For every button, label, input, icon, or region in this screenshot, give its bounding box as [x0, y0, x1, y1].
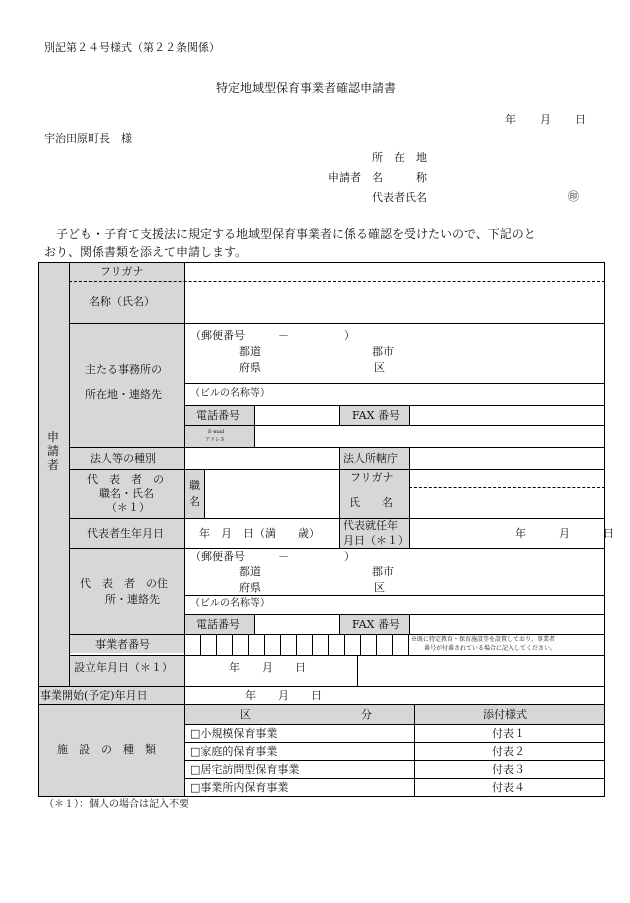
applicant-vertical-label: 申請者 [46, 430, 59, 472]
rep-name-label: 氏 名 [349, 496, 393, 509]
todo-label: 都道 [239, 345, 261, 358]
email-label-2: アドレス [205, 437, 225, 443]
date-month-label: 月 [540, 113, 551, 126]
fax-label: FAX 番号 [352, 409, 400, 422]
facility-item-name[interactable]: □事業所内保育事業 [190, 781, 289, 794]
body-text-line-2: おり、関係書類を添えて申請します。 [44, 245, 248, 259]
rep-address-label-1: 代 表 者 の住 [80, 577, 168, 590]
main-office-label-1: 主たる事務所の [85, 363, 162, 376]
address-label: 所 在 地 [372, 151, 427, 164]
main-office-label-2: 所在地・連絡先 [85, 388, 162, 401]
rep-fax-label: FAX 番号 [352, 618, 400, 631]
rep-title-label-1: 代 表 者 の [87, 473, 164, 486]
facility-item-name[interactable]: □小規模保育事業 [190, 727, 278, 740]
facility-item-name[interactable]: □居宅訪問型保育事業 [190, 763, 300, 776]
ku-label: 区 [374, 361, 385, 374]
date-year-label: 年 [505, 113, 516, 126]
facility-item-name[interactable]: □家庭的保育事業 [190, 745, 278, 758]
body-text-line-1: 子ども・子育て支援法に規定する地域型保育事業者に係る確認を受けたいので、下記のと [44, 227, 536, 241]
attachment-header: 添付様式 [483, 708, 527, 721]
mei-label: 名 [189, 495, 200, 508]
rep-ku-label: 区 [374, 581, 385, 594]
email-label-1: E-mail [208, 429, 225, 435]
form-reference: 別記第２４号様式（第２２条関係） [44, 41, 220, 54]
facility-type-label: 施 設 の 種 類 [57, 743, 156, 756]
facility-item-form: 付表４ [492, 781, 525, 794]
rep-birth-label: 代表者生年月日 [87, 527, 164, 540]
rep-building-name-label: （ビルの名称等） [190, 598, 270, 609]
shokumei-bg [184, 469, 204, 518]
rep-title-label-2: 職名・氏名 [99, 487, 154, 500]
facility-item-form: 付表１ [492, 727, 525, 740]
rep-fuken-label: 府県 [239, 581, 261, 594]
corp-authority-label: 法人所轄庁 [343, 452, 398, 465]
birth-value: 年 月 日（満 歳） [199, 527, 320, 540]
date-day-label: 日 [575, 113, 586, 126]
fuken-label: 府県 [239, 361, 261, 374]
facility-item-form: 付表３ [492, 763, 525, 776]
phone-label: 電話番号 [196, 409, 240, 422]
establishment-date-label: 設立年月日（＊１） [74, 661, 173, 674]
rep-gunshi-label: 郡市 [372, 565, 394, 578]
facility-item-form: 付表２ [492, 745, 525, 758]
operator-note-2: 番号が付番されている場合に記入してください。 [424, 645, 557, 652]
inaug-value: 年 月 日 [515, 527, 614, 540]
postal-code-line: （郵便番号 － ） [190, 329, 355, 342]
corp-type-label: 法人等の種別 [90, 452, 156, 465]
gunshi-label: 郡市 [372, 345, 394, 358]
footnote: （＊１）：個人の場合は記入不要 [44, 799, 189, 810]
category-header: 区 分 [240, 708, 372, 721]
establishment-date-value: 年 月 日 [229, 661, 306, 674]
furigana-label: フリガナ [100, 265, 144, 278]
company-name-label: 名 称 [372, 171, 427, 184]
addressee: 宇治田原町長 様 [44, 132, 132, 145]
rep-title-label-3: （＊１） [106, 501, 150, 514]
operator-note-1: ※既に特定教育・保育施設等を設置しており、事業者 [411, 636, 556, 643]
building-name-label: （ビルの名称等） [190, 388, 270, 399]
rep-todo-label: 都道 [239, 565, 261, 578]
seal-mark: ㊞ [568, 190, 579, 203]
operator-number-label: 事業者番号 [95, 638, 150, 651]
applicant-column-bg [38, 262, 69, 686]
name-label: 名称（氏名） [89, 295, 155, 308]
representative-label: 代表者氏名 [372, 191, 427, 204]
rep-address-label-2: 所・連絡先 [105, 593, 160, 606]
shoku-label: 職 [189, 479, 200, 492]
page-title: 特定地域型保育事業者確認申請書 [216, 81, 397, 95]
rep-inaug-label-2: 月日（＊１） [343, 534, 409, 547]
start-date-value: 年 月 日 [245, 689, 322, 702]
rep-furigana-label: フリガナ [350, 471, 394, 484]
applicant-label: 申請者 [328, 171, 361, 184]
rep-inaug-label-1: 代表就任年 [343, 519, 398, 532]
start-date-label: 事業開始(予定)年月日 [40, 689, 148, 702]
rep-phone-label: 電話番号 [196, 618, 240, 631]
rep-postal-code-line: （郵便番号 － ） [190, 550, 355, 563]
